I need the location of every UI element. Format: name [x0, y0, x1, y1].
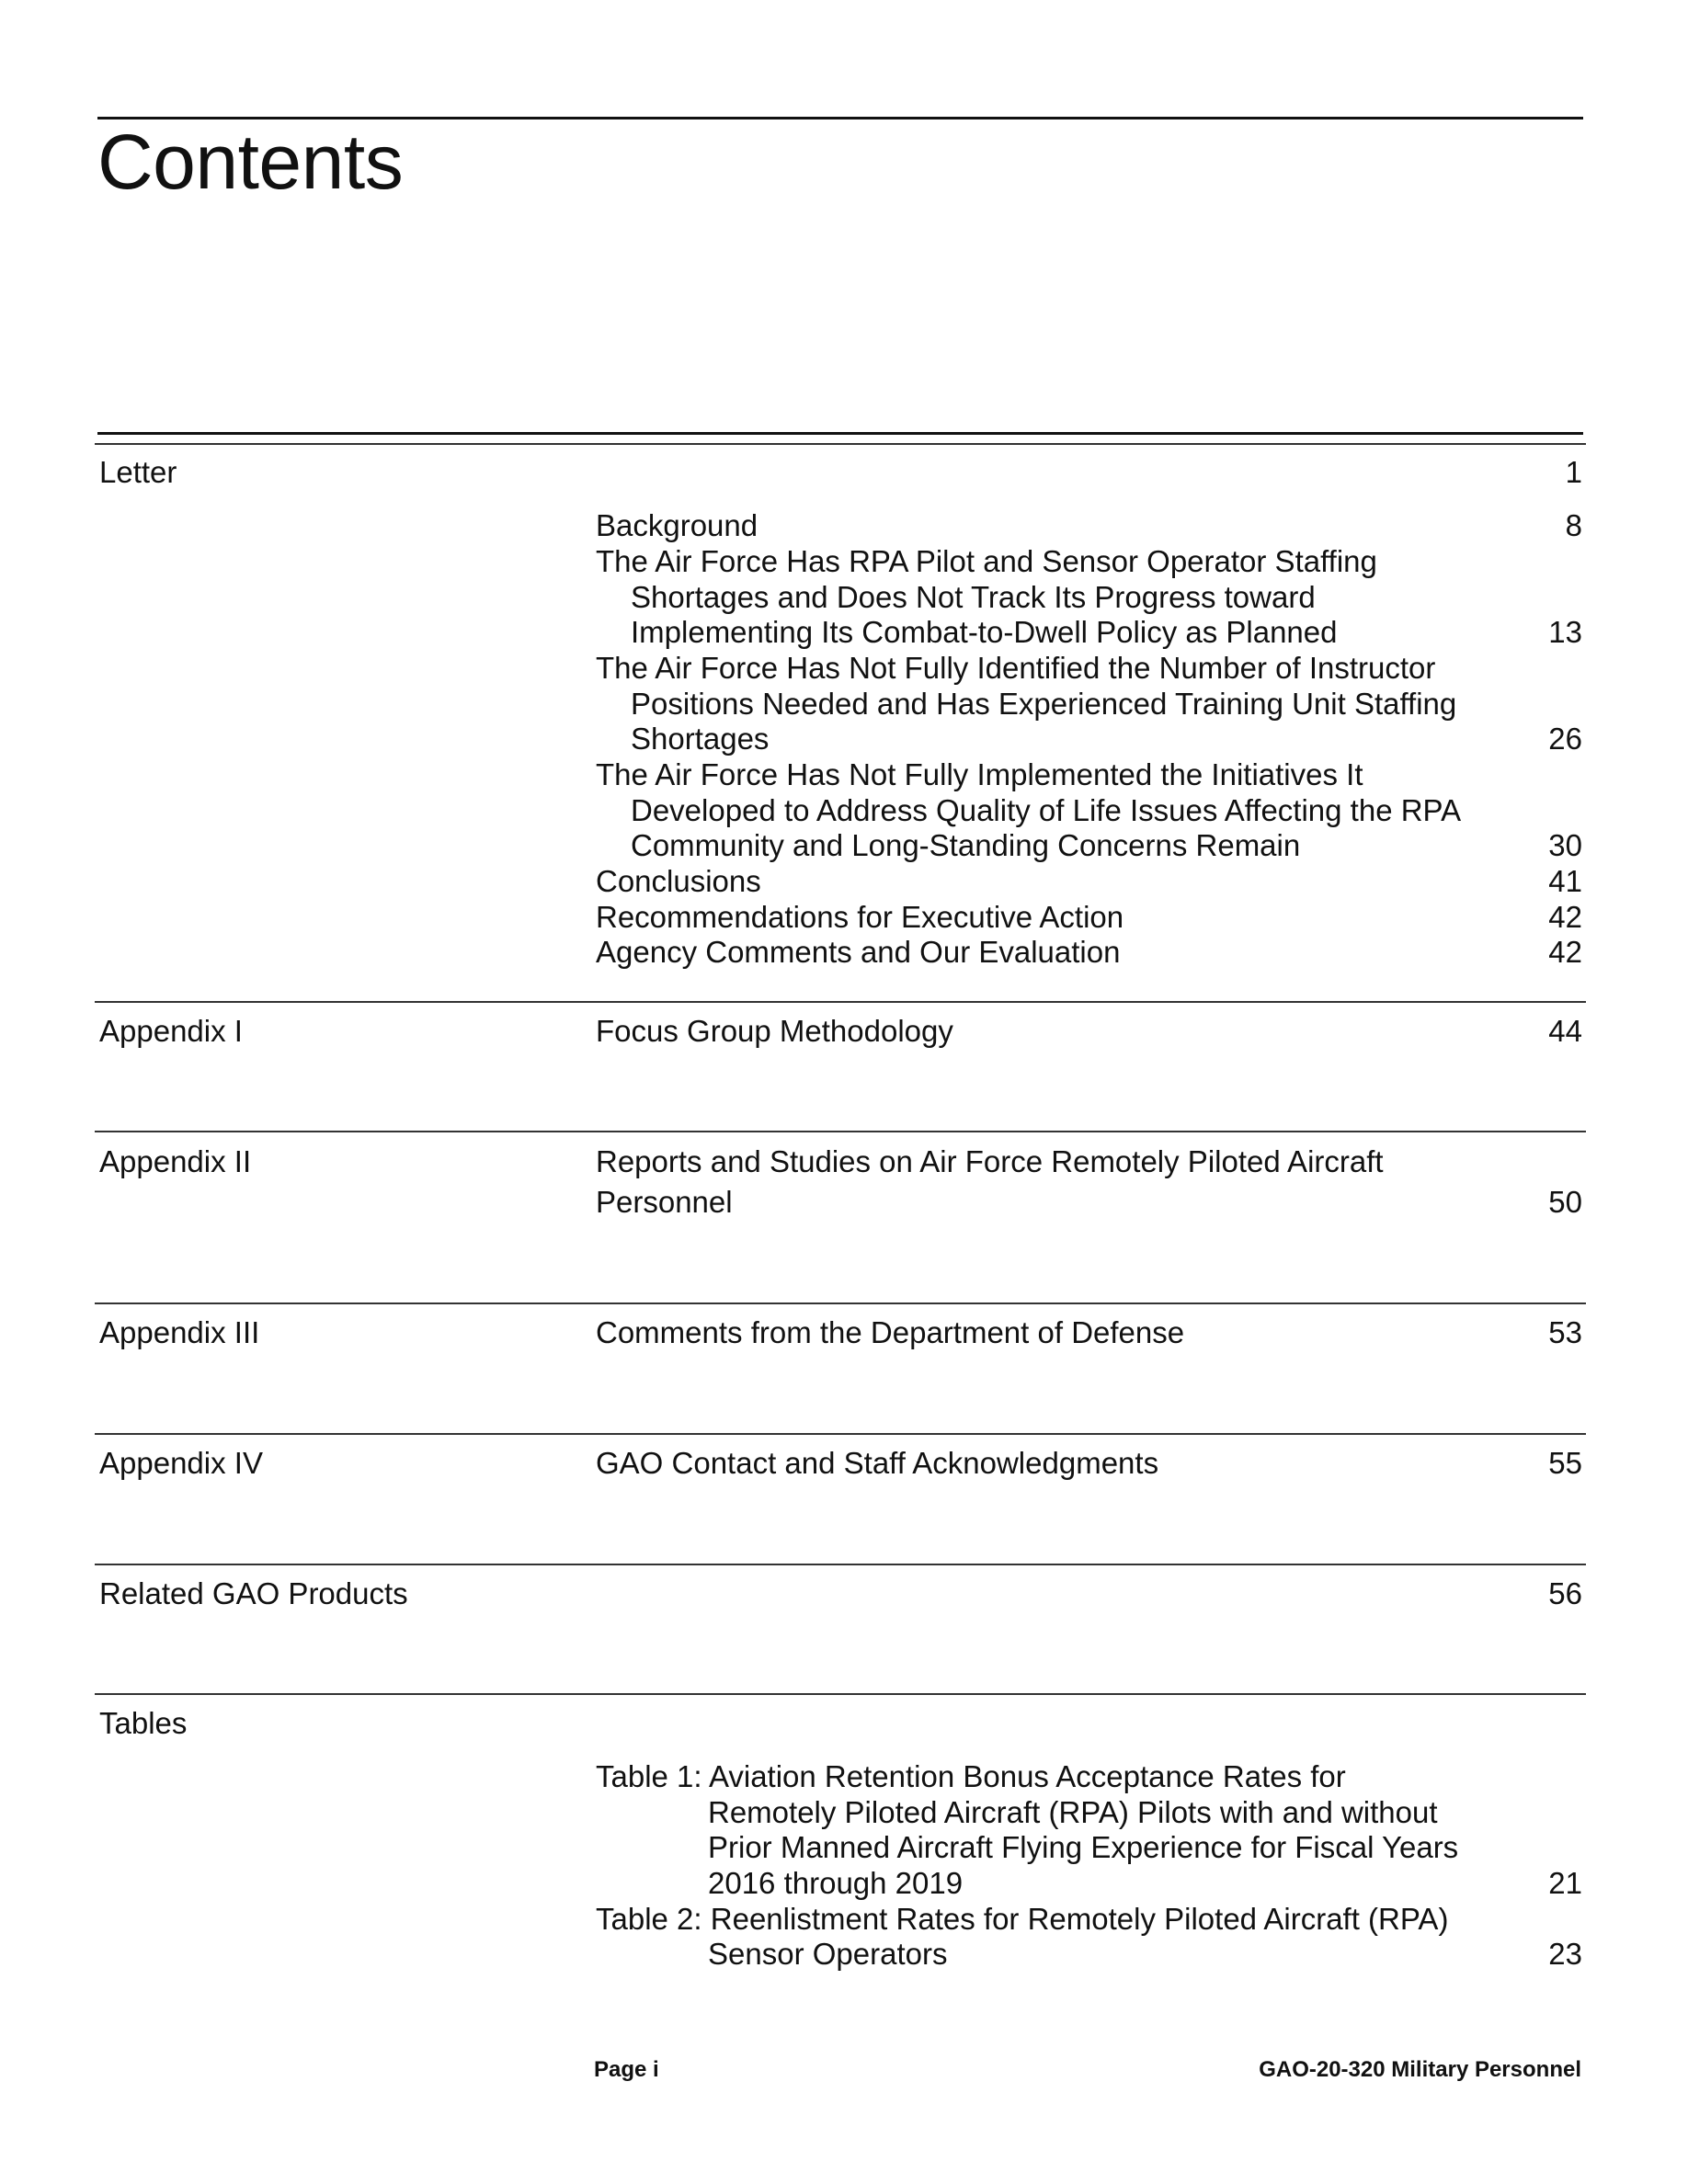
appendix-2-label: Appendix II	[99, 1144, 252, 1178]
table-1-line2[interactable]: Remotely Piloted Aircraft (RPA) Pilots with and without	[708, 1795, 1438, 1829]
toc-entry-background[interactable]: Background	[596, 508, 758, 542]
tables-label: Tables	[99, 1706, 188, 1740]
toc-entry-recommendations[interactable]: Recommendations for Executive Action	[596, 900, 1124, 934]
toc-entry-initiatives-line3[interactable]: Community and Long-Standing Concerns Remain	[631, 828, 1301, 862]
table-2-entry[interactable]	[596, 1901, 1448, 1937]
toc-entry-staffing-line3[interactable]: Implementing Its Combat-to-Dwell Policy as Planned	[631, 615, 1338, 649]
toc-entry-page: 42	[1548, 935, 1582, 969]
toc-entry-initiatives-line1[interactable]: The Air Force Has Not Fully Implemented the Initiatives It	[596, 757, 1363, 791]
section-divider	[95, 1302, 1586, 1304]
toc-entry-agency-comments[interactable]: Agency Comments and Our Evaluation	[596, 935, 1121, 969]
table-2-prefix: Table 2:	[596, 1902, 702, 1936]
section-divider	[95, 1001, 1586, 1003]
table-2-line2[interactable]: Sensor Operators	[708, 1937, 948, 1971]
section-divider	[95, 1693, 1586, 1695]
section-rule-thin	[95, 443, 1586, 445]
appendix-3-page: 53	[1548, 1315, 1582, 1349]
appendix-1-title[interactable]: Focus Group Methodology	[596, 1014, 953, 1048]
toc-entry-instructor-line3[interactable]: Shortages	[631, 722, 770, 756]
toc-entry-initiatives-line2[interactable]: Developed to Address Quality of Life Issues Affecting the RPA	[631, 793, 1462, 827]
appendix-4-title[interactable]: GAO Contact and Staff Acknowledgments	[596, 1446, 1159, 1480]
letter-page: 1	[1565, 455, 1582, 489]
footer-page-number: Page i	[594, 2057, 659, 2082]
table-1-entry[interactable]	[596, 1758, 1346, 1794]
section-divider	[95, 1564, 1586, 1565]
table-2-line1: Reenlistment Rates for Remotely Piloted Aircraft (RPA)	[710, 1902, 1449, 1936]
toc-entry-page: 13	[1548, 615, 1582, 649]
toc-entry-page: 8	[1565, 508, 1582, 542]
toc-entry-page: 42	[1548, 900, 1582, 934]
toc-entry-conclusions[interactable]: Conclusions	[596, 864, 761, 898]
appendix-3-title[interactable]: Comments from the Department of Defense	[596, 1315, 1185, 1349]
toc-entry-page: 26	[1548, 722, 1582, 756]
appendix-2-page: 50	[1548, 1185, 1582, 1219]
toc-entry-staffing-line2[interactable]: Shortages and Does Not Track Its Progress toward	[631, 580, 1316, 614]
table-1-line3[interactable]: Prior Manned Aircraft Flying Experience for Fiscal Years	[708, 1830, 1459, 1864]
page-title: Contents	[97, 119, 404, 205]
appendix-2-title-line2[interactable]: Personnel	[596, 1185, 733, 1219]
section-rule-thick	[97, 432, 1583, 435]
section-divider	[95, 1131, 1586, 1132]
toc-entry-page: 41	[1548, 864, 1582, 898]
toc-entry-page: 30	[1548, 828, 1582, 862]
appendix-2-title-line1[interactable]: Reports and Studies on Air Force Remotely Piloted Aircraft	[596, 1144, 1384, 1178]
table-2-page: 23	[1548, 1937, 1582, 1971]
table-1-line1: Aviation Retention Bonus Acceptance Rates for	[708, 1759, 1346, 1793]
related-products-label[interactable]: Related GAO Products	[99, 1576, 408, 1610]
toc-entry-instructor-line1[interactable]: The Air Force Has Not Fully Identified the Number of Instructor	[596, 651, 1436, 685]
appendix-1-page: 44	[1548, 1014, 1582, 1048]
related-products-page: 56	[1548, 1576, 1582, 1610]
section-divider	[95, 1433, 1586, 1435]
appendix-4-page: 55	[1548, 1446, 1582, 1480]
appendix-4-label: Appendix IV	[99, 1446, 263, 1480]
appendix-1-label: Appendix I	[99, 1014, 243, 1048]
appendix-3-label: Appendix III	[99, 1315, 260, 1349]
toc-entry-instructor-line2[interactable]: Positions Needed and Has Experienced Training Unit Staffing	[631, 687, 1457, 721]
table-1-page: 21	[1548, 1866, 1582, 1900]
table-1-line4[interactable]: 2016 through 2019	[708, 1866, 964, 1900]
letter-label: Letter	[99, 455, 177, 489]
table-1-prefix: Table 1:	[596, 1759, 702, 1793]
footer-report-id: GAO-20-320 Military Personnel	[1259, 2057, 1581, 2082]
toc-entry-staffing-line1[interactable]: The Air Force Has RPA Pilot and Sensor Operator Staffing	[596, 544, 1377, 578]
